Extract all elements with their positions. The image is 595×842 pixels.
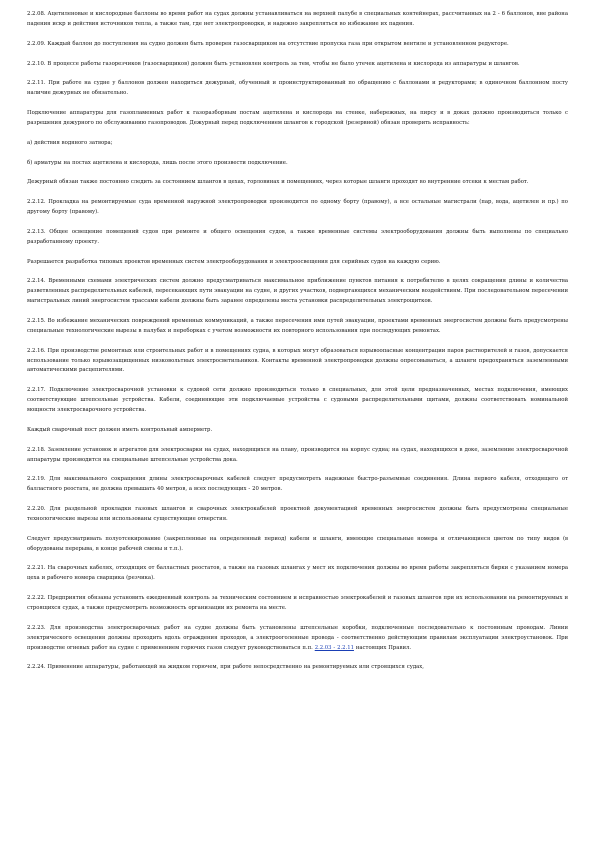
paragraph-gas-connection: Подключение аппаратуры для газопламенных работ к газоразборным постам ацетилена и кислорода на стенке, набережных, на пирсу и в доках должно производиться только с разрешения дежурного по обслуживанию газопроводов. Дежурный перед подключением шлангов к городской (резервной) обязан проверить исправность:	[27, 110, 568, 126]
paragraph-2-2-22: 2.2.22. Предприятия обязаны установить ежедневный контроль за техническим состоянием и исправностью электрокабелей и газовых шлангов при их использовании на ремонтируемых и строящихся судах, а также предусмотреть возможность организации их ремонта на месте.	[27, 595, 568, 612]
paragraph-2-2-13: 2.2.13. Общее освещение помещений судов при ремонте и общего освещения судов, а также временные системы электрооборудования должны быть выполнены по специально разработанному проекту.	[27, 228, 568, 245]
paragraph-ammeter: Каждый сварочный пост должен иметь контрольный амперметр.	[27, 426, 213, 433]
rules-reference-link[interactable]: 2.2.03 - 2.2.11	[314, 644, 354, 651]
paragraph-2-2-17: 2.2.17. Подключение электросварочной установки к судовой сети должно производиться только в специальных, для этой цели предназначенных, местах подключения, имеющих соответствующие штепсельные устройства. Кабели, соединяющие эти подключаемые устройства с судовыми распределительными щитами, должны соответствовать номинальной мощности электросварочного устройства.	[27, 387, 568, 414]
paragraph-2-2-11: 2.2.11. При работе на судне у баллонов должен находиться дежурный, обученный и проинструктированный по обращению с баллонами и редукторами; в одиночном баллонном посту наличие дежурных не обязательно.	[27, 80, 568, 97]
paragraph-2-2-24: 2.2.24. Применение аппаратуры, работающей на жидком горючем, при работе непосредственно на ремонтируемых или строящихся судах,	[27, 664, 424, 671]
paragraph-cable-marking: Следует предусматривать полуотсекирование (закрепленные на определенный период) кабели и шланги, имеющие специальные номера и отличающиеся цветом по типу видов (в оборудованы перерыва, в конце рабочей смены и т.п.).	[27, 535, 568, 552]
list-item-a: а) действия водяного затвора;	[27, 139, 113, 146]
paragraph-2-2-12: 2.2.12. Прокладка на ремонтируемые суда временной наружной электропроводки производится по одному борту (правому), а все остальные магистрали (пар, вода, ацетилен и пр.) по другому борту (правому).	[27, 199, 568, 215]
paragraph-2-2-10: 2.2.10. В процессе работы газорезчиков (газосварщиков) должен быть установлен контроль за тем, чтобы не было утечек ацетилена и кислорода из аппаратуры и шлангов.	[27, 60, 520, 67]
paragraph-2-2-19: 2.2.19. Для максимального сокращения длины электросварочных кабелей следует предусмотреть надежные быстро-разъемные соединения. Длина первого кабеля, отходящего от балластного реостата, не должна превышать 40 метров, а всех последующих - 20 метров.	[27, 476, 568, 493]
paragraph-2-2-09: 2.2.09. Каждый баллон до поступления на судно должен быть проверен газосварщиком на отсутствие пропуска газа при открытом вентиле и установленном редукторе.	[27, 40, 509, 47]
paragraph-2-2-23-tail: настоящих Правил.	[353, 644, 412, 651]
paragraph-duty-monitoring: Дежурный обязан также постоянно следить за состоянием шлангов в цехах, горловинах и помещениях, через которые шланги проходят во внутренние отсеки к местам работ.	[27, 179, 529, 186]
paragraph-typical-projects: Разрешается разработка типовых проектов временных систем электрооборудования и электроосвещения для серийных судов на каждую серию.	[27, 258, 441, 265]
paragraph-2-2-18: 2.2.18. Заземление установок и агрегатов для электросварки на судах, находящихся на плаву, производится на корпус судна; на судах, находящихся в доке, заземление электросварочной аппаратуры производится на специальные штепсельные устройства дока.	[27, 446, 568, 463]
paragraph-2-2-16: 2.2.16. При производстве ремонтных или строительных работ и в помещениях судна, в которых могут образоваться взрывоопасные концентрации паров растворителей и газов, допускается использование только взрывозащищенных низковольтных электросветильников. Контакты временной электропроводки должны опресовываться, а шланги предохраняться заземленными автоматическими расцепителями.	[27, 347, 568, 374]
paragraph-2-2-23	[27, 624, 568, 654]
paragraph-2-2-14: 2.2.14. Временными схемами электрических систем должно предусматриваться максимальное приближение пунктов питания к потребителю в целях сокращения длины и количества разветвленных распределительных кабелей, пересекающих пути эвакуации на судне, и других участков, подвергающихся механическим воздействиям. При последовательном пересечении магистральных линий энергосистем трассами кабели должны быть заранее определены места установки распределительных электрощитков.	[27, 278, 568, 305]
paragraph-2-2-08: 2.2.08. Ацетиленовые и кислородные баллоны во время работ на судах должны устанавливаться на верхней палубе в специальных контейнерах, рассчитанных на 2 - 6 баллонов, вне района падения искр и действия источников тепла, а также там, где нет электропроводки, и надежно закрепляться во избежание их падения.	[27, 11, 568, 27]
paragraph-2-2-23-text: 2.2.23. Для производства электросварочных работ на судне должны быть установлены штепсельные коробки, подключенные последовательно к постоянным проводам. Линии электрического освещения должны проходить вдоль ограждения проходов, а электрооголенные провода - соответственно действующим правилам эксплуатации электроустановок. При производстве огневых работ на судне с применением горючих газов следует руководствоваться п.п.	[27, 624, 568, 651]
paragraph-2-2-15: 2.2.15. Во избежание механических повреждений временных коммуникаций, а также пересечения ими путей эвакуации, проектами временных энергосистем должны быть предусмотрены специальные технологические вырезы в палубах и переборках с учетом возможности их повторного использования при последующих ремонтах.	[27, 317, 568, 334]
list-item-b: б) арматуры на постах ацетилена и кислорода, лишь после этого произвести подключение.	[27, 159, 288, 166]
paragraph-2-2-21: 2.2.21. На сварочных кабелях, отходящих от балластных реостатов, а также на газовых шлангах у мест их подключения должны во время работы закрепляться бирки с указанием номера цеха и рабочего номера сварщика (резчика).	[27, 565, 568, 582]
paragraph-2-2-20: 2.2.20. Для раздельной прокладки газовых шлангов и сварочных электрокабелей проектной документацией временных энергосистем должны быть предусмотрены специальные технологические вырезы или использованы существующие отверстия.	[27, 506, 568, 522]
